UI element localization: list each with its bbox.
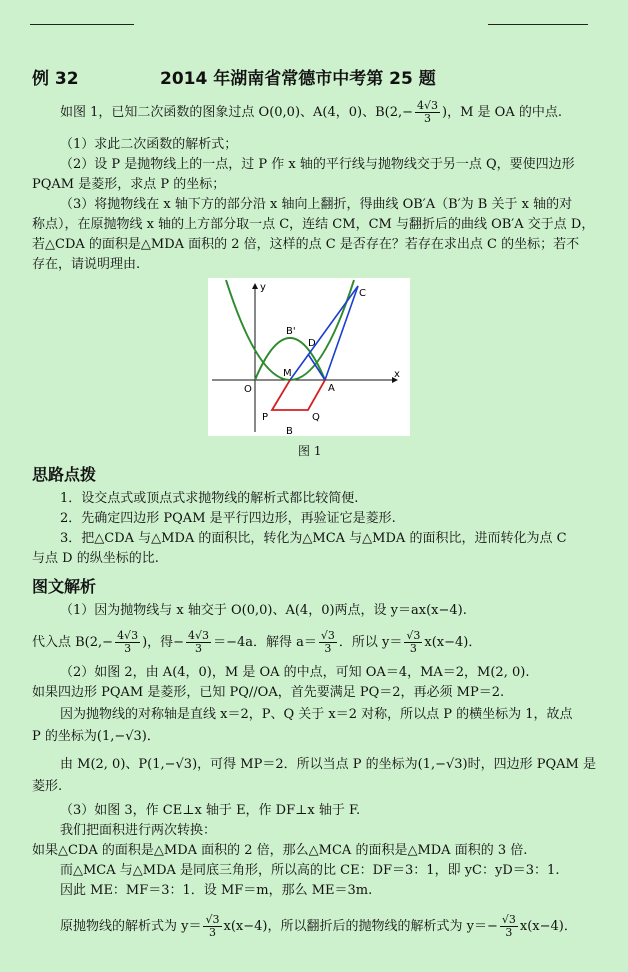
- label-A: A: [328, 383, 335, 394]
- solution-3-line4: 而△MCA 与△MDA 是同底三角形，所以高的比 CE：DF＝3：1，即 yC：yD＝3：1.: [60, 863, 560, 878]
- hint-3-line2: 与点 D 的纵坐标的比.: [32, 551, 159, 566]
- y-axis-arrow: [252, 283, 258, 289]
- solution-1-line1: （1）因为抛物线与 x 轴交于 O(0,0)、A(4，0)两点，设 y＝ax(x−4).: [60, 603, 467, 618]
- label-O: O: [244, 384, 252, 395]
- label-Q: Q: [312, 412, 320, 423]
- example-label: 例 32: [32, 69, 79, 89]
- figure-1-caption: 图 1: [298, 444, 322, 458]
- question-3-line4: 存在，请说明理由.: [32, 257, 141, 272]
- question-1: （1）求此二次函数的解析式；: [60, 137, 238, 152]
- hint-3-line1: 3．把△CDA 与△MDA 的面积比，转化为△MCA 与△MDA 的面积比，进而转化为点 C: [60, 531, 567, 546]
- label-x: x: [394, 369, 400, 380]
- solution-3-line1: （3）如图 3，作 CE⊥x 轴于 E，作 DF⊥x 轴于 F.: [60, 803, 361, 818]
- solution-3-line6: 原抛物线的解析式为 y＝ $\frac{√3}{3}$ x(x−4)，所以翻折后的抛物线的解析式为 y＝− $\frac{√3}{3}$ x(x−4)．: [60, 913, 577, 939]
- top-rule-right: [488, 24, 588, 25]
- label-y: y: [260, 282, 266, 293]
- label-M: M: [283, 368, 292, 379]
- solution-1-line2: 代入点 B(2,− $\frac{4√3}{3}$ )，得− $\frac{4√3}{3}$ ＝−4a．解得 a＝ $\frac{√3}{3}$ ．所以 y＝ $\frac{√3}{3}$ x(x−4)．: [32, 629, 482, 655]
- solution-2-line1: （2）如图 2，由 A(4，0)，M 是 OA 的中点，可知 OA＝4，MA＝2，M(2, 0).: [60, 665, 530, 680]
- problem-title: 2014 年湖南省常德市中考第 25 题: [160, 69, 436, 89]
- problem-intro: 如图 1，已知二次函数的图象过点 O(0,0)、A(4，0)、B(2,− $\frac{4√3}{3}$ )，M 是 OA 的中点.: [60, 99, 562, 125]
- label-C: C: [359, 288, 366, 299]
- solution-2-line3: 因为抛物线的对称轴是直线 x＝2，P、Q 关于 x＝2 对称，所以点 P 的横坐标为 1，故点: [60, 707, 573, 722]
- solution-2-line4: P 的坐标为(1,−√3)．: [32, 729, 160, 744]
- label-D: D: [308, 338, 316, 349]
- solution-3-line3: 如果△CDA 的面积是△MDA 面积的 2 倍，那么△MCA 的面积是△MDA 面积的 3 倍.: [32, 843, 528, 858]
- line-CM: [290, 286, 358, 380]
- solution-2-line5: 由 M(2, 0)、P(1,−√3)，可得 MP＝2．所以当点 P 的坐标为(1,−√3)时，四边形 PQAM 是: [60, 757, 596, 772]
- hints-heading: 思路点拨: [32, 465, 97, 484]
- label-P: P: [262, 412, 269, 423]
- question-2-line1: （2）设 P 是抛物线上的一点，过 P 作 x 轴的平行线与抛物线交于另一点 Q，要使四边形: [60, 157, 575, 172]
- question-3-line1: （3）将抛物线在 x 轴下方的部分沿 x 轴向上翻折，得曲线 OB′A（B′为 B 关于 x 轴的对: [60, 197, 573, 212]
- label-B-prime: B': [286, 326, 296, 337]
- solution-heading: 图文解析: [32, 577, 97, 596]
- question-3-line2: 称点），在原抛物线 x 轴的上方部分取一点 C，连结 CM，CM 与翻折后的曲线 OB′A 交于点 D，: [32, 217, 595, 232]
- question-3-line3: 若△CDA 的面积是△MDA 面积的 2 倍，这样的点 C 是否存在？若存在求出点 C 的坐标；若不: [32, 237, 580, 252]
- top-rule-left: [30, 24, 134, 25]
- hint-2: 2．先确定四边形 PQAM 是平行四边形，再验证它是菱形.: [60, 511, 396, 526]
- figure-1: [208, 278, 410, 436]
- line-DA: [308, 354, 325, 380]
- hint-1: 1．设交点式或顶点式求抛物线的解析式都比较简便.: [60, 491, 359, 506]
- rhombus-PQAM: [272, 380, 325, 410]
- figure-1-graph: [208, 278, 410, 436]
- fraction-4r3: $\frac{4√3}{3}$: [417, 99, 439, 125]
- question-2-line2: PQAM 是菱形，求点 P 的坐标；: [32, 177, 226, 192]
- solution-3-line2: 我们把面积进行两次转换：: [60, 823, 217, 838]
- label-B: B: [286, 426, 293, 436]
- solution-2-line2: 如果四边形 PQAM 是菱形，已知 PQ//OA，首先要满足 PQ＝2，再必须 MP＝2.: [32, 685, 505, 700]
- solution-3-line5: 因此 ME：MF＝3：1．设 MF＝m，那么 ME＝3m.: [60, 883, 373, 898]
- line-CA: [325, 286, 358, 380]
- solution-2-line6: 菱形.: [32, 779, 63, 794]
